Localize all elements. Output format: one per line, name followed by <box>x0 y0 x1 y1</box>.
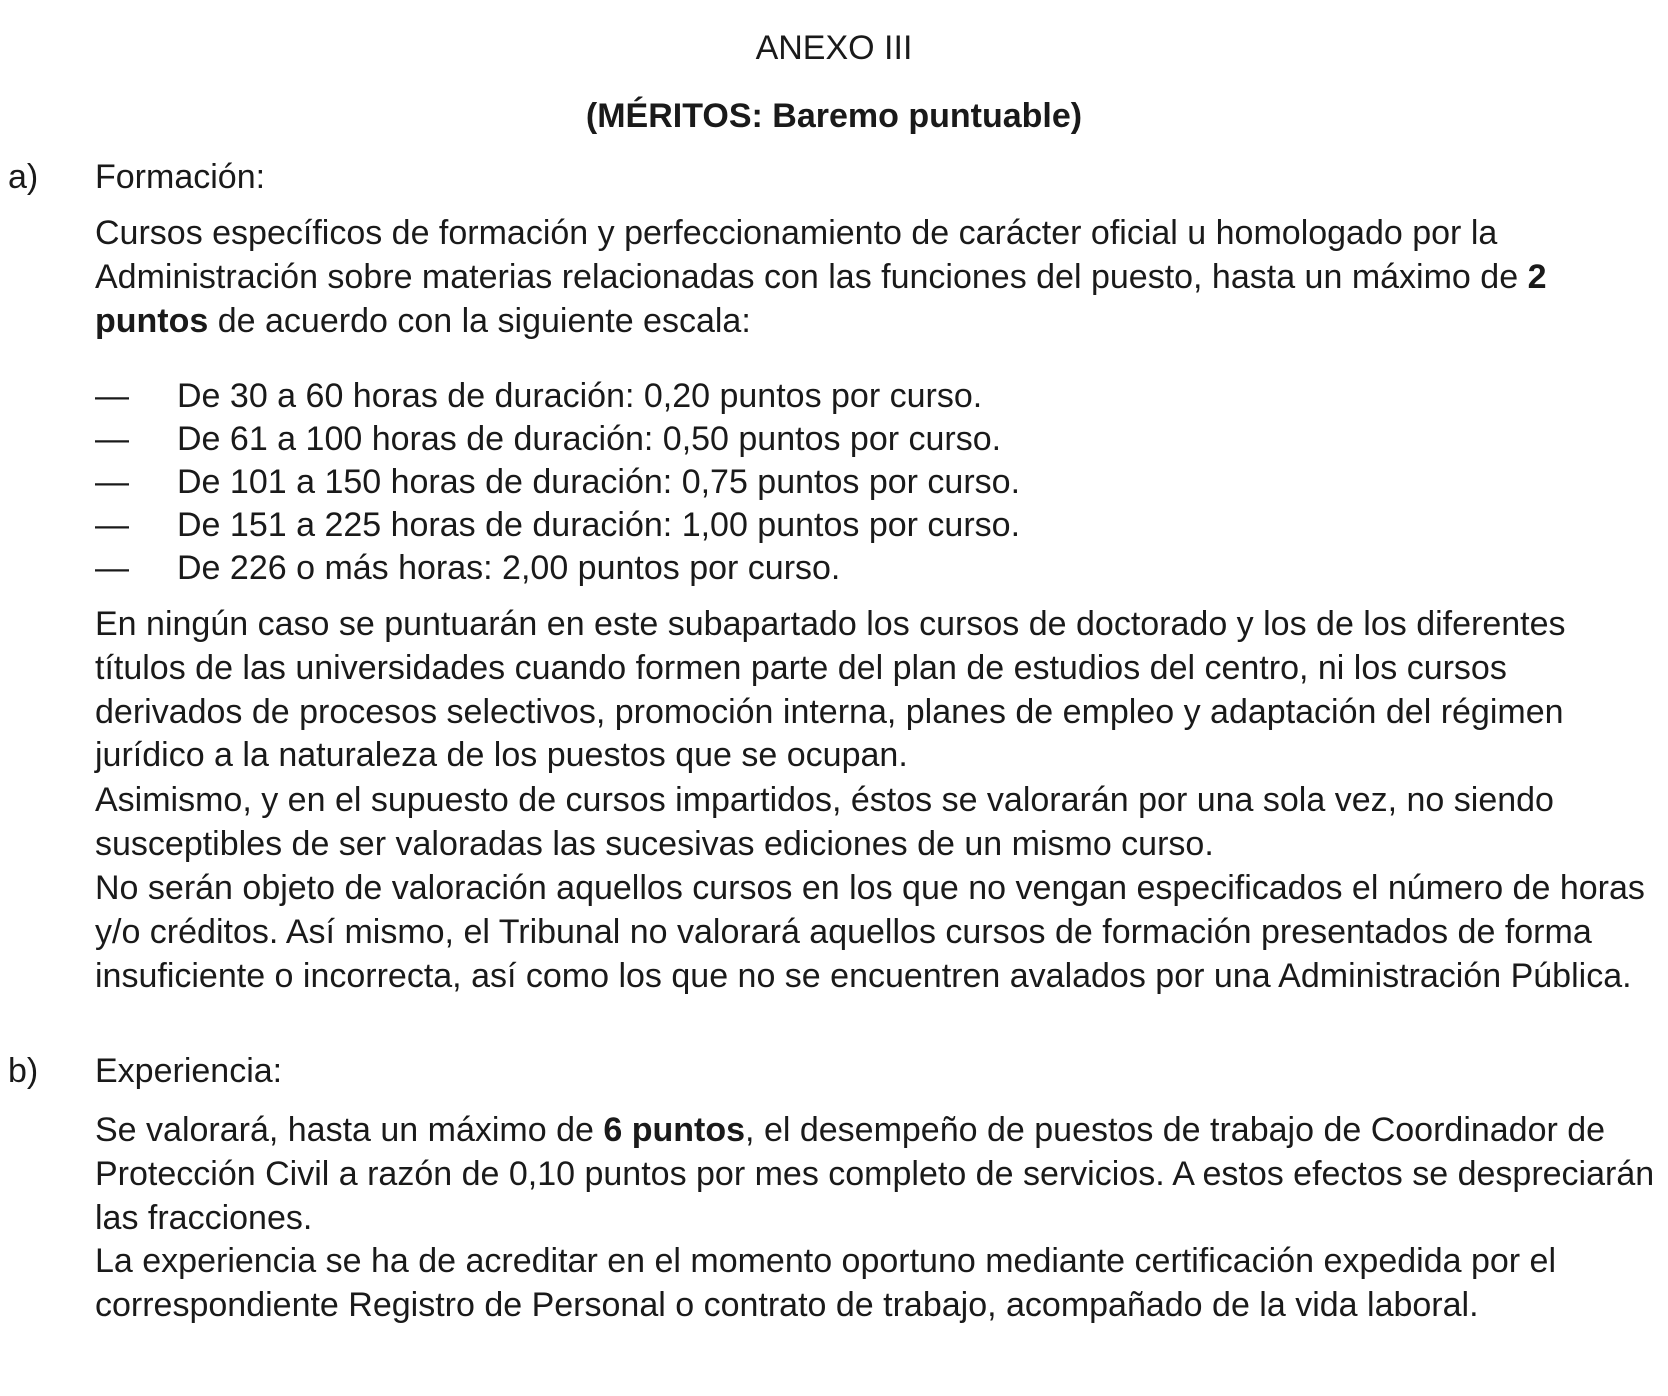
list-item <box>95 504 1495 547</box>
scale-item-text: De 30 a 60 horas de duración: 0,20 puntos por curso. <box>177 377 983 415</box>
section-a-max-points: 2 puntos <box>95 258 1547 340</box>
annex-title: ANEXO III <box>755 29 913 67</box>
section-a-note-exclusions: En ningún caso se puntuarán en este subapartado los cursos de doctorado y los de los diferentes títulos de las universidades cuando formen parte del plan de estudios del centro, ni los cursos derivados de procesos selectivos, promoción interna, planes de empleo y adaptación del régimen jurídico a la naturaleza de los puestos que se ocupan. <box>95 605 1566 775</box>
dash-bullet: — <box>95 549 129 587</box>
section-b-intro-text: Se valorará, hasta un máximo de <box>95 1111 604 1149</box>
section-b-intro <box>95 1108 1660 1240</box>
annex-subtitle: (MÉRITOS: Baremo puntuable) <box>585 97 1083 135</box>
list-item <box>95 547 1495 590</box>
section-b-label: b) <box>8 1052 39 1090</box>
section-a-title: Formación: <box>95 158 266 196</box>
section-b-max-points: 6 puntos <box>603 1111 746 1149</box>
section-a-intro-tail: de acuerdo con la siguiente escala: <box>208 302 751 340</box>
section-a-note-repeated-courses: Asimismo, y en el supuesto de cursos impartidos, éstos se valorarán por una sola vez, no siendo susceptibles de ser valoradas las sucesivas ediciones de un mismo curso. <box>95 781 1554 863</box>
section-b-intro-tail: , el desempeño de puestos de trabajo de Coordinador de Protección Civil a razón de 0,10 puntos por mes completo de servicios. A estos efectos se despreciarán las fracciones. <box>95 1111 1655 1237</box>
dash-bullet: — <box>95 506 129 544</box>
list-item <box>95 418 1495 461</box>
section-a-note-unspecified-hours: No serán objeto de valoración aquellos cursos en los que no vengan especificados el número de horas y/o créditos. Así mismo, el Tribunal no valorará aquellos cursos de formación presentados de forma insuficiente o incorrecta, así como los que no se encuentren avalados por una Administración Pública. <box>95 869 1645 995</box>
scale-item-text: De 226 o más horas: 2,00 puntos por curso. <box>177 549 841 587</box>
dash-bullet: — <box>95 420 129 458</box>
section-a-intro-text: Cursos específicos de formación y perfeccionamiento de carácter oficial u homologado por la Administración sobre materias relacionadas con las funciones del puesto, hasta un máximo de <box>95 214 1528 296</box>
scale-item-text: De 101 a 150 horas de duración: 0,75 puntos por curso. <box>177 463 1021 501</box>
dash-bullet: — <box>95 463 129 501</box>
section-b-title: Experiencia: <box>95 1052 283 1090</box>
section-b-note-accreditation: La experiencia se ha de acreditar en el momento oportuno mediante certificación expedida por el correspondiente Registro de Personal o contrato de trabajo, acompañado de la vida laboral. <box>95 1242 1557 1324</box>
section-a-label: a) <box>8 158 39 196</box>
scale-item-text: De 61 a 100 horas de duración: 0,50 puntos por curso. <box>177 420 1002 458</box>
section-a-intro <box>95 211 1660 343</box>
scale-item-text: De 151 a 225 horas de duración: 1,00 puntos por curso. <box>177 506 1021 544</box>
formation-scale-list <box>95 375 1495 590</box>
dash-bullet: — <box>95 377 129 415</box>
list-item <box>95 375 1495 418</box>
list-item <box>95 461 1495 504</box>
